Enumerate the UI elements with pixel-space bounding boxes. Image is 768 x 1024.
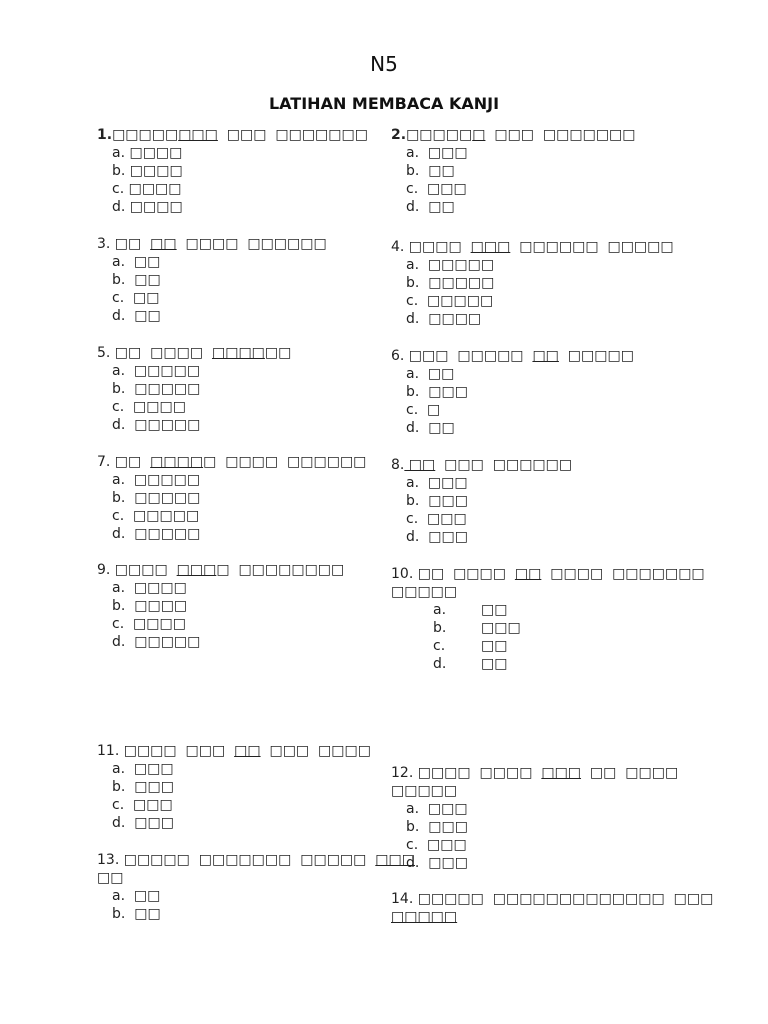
answer-option[interactable]: b. □□□□□ (406, 275, 495, 291)
answer-options (391, 601, 705, 673)
question-number: 4. (391, 239, 405, 255)
question-14 (391, 890, 713, 926)
question-stem (391, 238, 674, 256)
answer-option[interactable]: c. □□□ (112, 797, 173, 813)
answer-option[interactable]: b. □□□ (406, 384, 468, 400)
answer-option[interactable]: a. □□□□□ (112, 472, 201, 488)
question-stem (97, 344, 291, 362)
answer-option[interactable]: b. □□ (112, 906, 161, 922)
answer-option[interactable]: a. □□□□□ (406, 257, 495, 273)
answer-option[interactable]: c. □□□ (406, 511, 467, 527)
answer-option[interactable]: c. □□□□□ (406, 293, 494, 309)
question-number: 1. (97, 127, 113, 143)
question-stem (97, 851, 415, 869)
stem-text: □□□ □□□□□□□ (485, 127, 636, 143)
question-stem (391, 583, 705, 601)
stem-text: □□□□ □□□□ (413, 765, 542, 781)
question-11 (97, 742, 371, 832)
answer-option[interactable]: c. □□□ (406, 181, 467, 197)
option-letter: d. (433, 656, 447, 672)
question-number: 12. (391, 765, 414, 781)
answer-option[interactable]: a. □□□□ (112, 580, 187, 596)
answer-option[interactable]: d. □□□□□ (112, 526, 201, 542)
question-stem (391, 347, 634, 365)
answer-options (97, 253, 327, 325)
stem-text: □□ □□□□ (110, 345, 212, 361)
stem-text: □□ (110, 236, 151, 252)
answer-option[interactable] (391, 619, 705, 637)
option-letter: b. (433, 620, 447, 636)
answer-option[interactable]: c. □ (406, 402, 441, 418)
stem-text: □□□□ (110, 562, 177, 578)
stem-text: □□ (97, 870, 124, 886)
question-number: 3. (97, 236, 111, 252)
stem-text: □□ □□□□ (413, 566, 515, 582)
question-number: 2. (391, 127, 407, 143)
stem-text: □□□□ □□□ (119, 743, 235, 759)
answer-option[interactable]: c. □□□□ (112, 181, 182, 197)
question-stem (97, 742, 371, 760)
document-subtitle: LATIHAN MEMBACA KANJI (268, 94, 500, 113)
answer-option[interactable]: d. □□ (406, 199, 455, 215)
option-text: □□ (481, 638, 508, 654)
question-stem (97, 453, 366, 471)
target-word: □ (472, 127, 486, 143)
answer-option[interactable]: c. □□□□□ (112, 508, 200, 524)
answer-option[interactable]: b. □□□□□ (112, 381, 201, 397)
stem-text: □□□□□ (406, 127, 473, 143)
stem-text: □ □□□□□□□□ (216, 562, 345, 578)
answer-option[interactable]: a. □□□□□ (112, 363, 201, 379)
answer-option[interactable]: a. □□ (406, 366, 455, 382)
question-9 (97, 561, 344, 651)
target-word: □□□□□ (391, 909, 458, 925)
answer-option[interactable]: b. □□□ (112, 779, 174, 795)
target-word: □□□□ (211, 345, 265, 361)
question-5 (97, 344, 291, 434)
answer-option[interactable]: a. □□□ (406, 475, 468, 491)
stem-text: □□□□□ (391, 783, 458, 799)
question-number: 7. (97, 454, 111, 470)
answer-option[interactable] (391, 655, 705, 673)
answer-option[interactable]: d. □□□ (406, 529, 468, 545)
target-word: □□ (404, 457, 436, 473)
answer-option[interactable]: d. □□□□□ (112, 634, 201, 650)
answer-option[interactable]: a. □□□□ (112, 145, 183, 161)
answer-option[interactable]: d. □□□□ (406, 311, 482, 327)
answer-option[interactable] (391, 637, 705, 655)
answer-option[interactable]: a. □□□ (406, 801, 468, 817)
target-word: □□□ (375, 852, 415, 868)
question-1 (97, 126, 368, 216)
target-word: □□□□ (150, 454, 204, 470)
question-number: 5. (97, 345, 111, 361)
question-8 (391, 456, 572, 546)
stem-text: □□ (264, 345, 292, 361)
question-stem (97, 235, 327, 253)
answer-option[interactable]: d. □□□□ (112, 199, 183, 215)
question-stem (391, 908, 713, 926)
stem-text: □□□□□ (391, 584, 458, 600)
stem-text: □□□ □□□□□□□ (217, 127, 368, 143)
document-title: N5 (370, 52, 398, 76)
answer-options (97, 362, 291, 434)
answer-option[interactable]: d. □□ (112, 308, 161, 324)
answer-option[interactable]: d. □□ (406, 420, 455, 436)
answer-option[interactable]: d. □□□□□ (112, 417, 201, 433)
answer-option[interactable]: b. □□ (406, 163, 455, 179)
answer-options (391, 474, 572, 546)
question-12 (391, 764, 678, 872)
answer-option[interactable]: c. □□□□ (112, 616, 186, 632)
stem-text: □□□□ □□□□□□ (176, 236, 327, 252)
target-word: □□ (234, 743, 261, 759)
question-10 (391, 565, 705, 673)
target-word: □□ (514, 566, 542, 582)
question-number: 8. (391, 457, 405, 473)
question-3 (97, 235, 327, 325)
question-6 (391, 347, 634, 437)
answer-options (391, 365, 634, 437)
answer-option[interactable]: b. □□□ (406, 819, 468, 835)
answer-options (97, 579, 344, 651)
question-number: 11. (97, 743, 120, 759)
question-stem (97, 869, 382, 887)
stem-text: □□□ □□□□□ (404, 348, 533, 364)
answer-option[interactable]: a. □□ (112, 888, 161, 904)
question-number: 6. (391, 348, 405, 364)
answer-options (97, 760, 371, 832)
answer-option[interactable]: a. □□ (112, 254, 161, 270)
option-text: □□□ (481, 620, 521, 636)
stem-text: □□□□□ □□□□□□□□□□□□□ □□□ (413, 891, 714, 907)
stem-text: □□□□ □□□□□□□ (541, 566, 705, 582)
answer-option[interactable]: c. □□□ (406, 837, 467, 853)
target-word: □□□ (541, 765, 582, 781)
question-stem (391, 126, 636, 144)
target-word: □□ (150, 236, 177, 252)
question-stem (391, 890, 713, 908)
question-number: 13. (97, 852, 120, 868)
option-letter: a. (433, 602, 447, 618)
question-number: 10. (391, 566, 414, 582)
question-stem (391, 456, 572, 474)
target-word: □□□ (470, 239, 511, 255)
answer-options (391, 800, 678, 872)
question-2 (391, 126, 636, 216)
stem-text: □□□□ (404, 239, 471, 255)
answer-option[interactable]: d. □□□ (112, 815, 174, 831)
answer-options (97, 471, 366, 543)
stem-text: □□□ □□□□ (260, 743, 371, 759)
stem-text: □□□□□ (558, 348, 634, 364)
answer-option[interactable]: c. □□□□ (112, 399, 186, 415)
answer-option[interactable]: b. □□ (112, 272, 161, 288)
answer-options (97, 887, 382, 923)
option-letter: c. (433, 638, 446, 654)
stem-text: □□ □□□□ (581, 765, 679, 781)
answer-options (391, 256, 674, 328)
stem-text: □ □□□□ □□□□□□ (203, 454, 367, 470)
question-stem (391, 565, 705, 583)
question-stem (97, 126, 368, 144)
answer-option[interactable]: a. □□□ (406, 145, 468, 161)
answer-option[interactable]: c. □□ (112, 290, 160, 306)
target-word: □□ (532, 348, 559, 364)
question-stem (391, 764, 678, 782)
answer-option[interactable]: b. □□□□□ (112, 490, 201, 506)
stem-text: □□ (110, 454, 151, 470)
question-number: 14. (391, 891, 414, 907)
answer-option[interactable]: b. □□□□ (112, 163, 183, 179)
answer-option[interactable] (391, 601, 705, 619)
answer-option[interactable]: b. □□□ (406, 493, 468, 509)
question-4 (391, 238, 674, 328)
target-word: □□□ (176, 562, 217, 578)
option-text: □□ (481, 656, 508, 672)
answer-option[interactable]: d. □□□ (406, 855, 468, 871)
question-number: 9. (97, 562, 111, 578)
question-stem (391, 782, 678, 800)
target-word: □□□ (178, 127, 218, 143)
stem-text: □□□□□ (112, 127, 179, 143)
option-text: □□ (481, 602, 508, 618)
answer-option[interactable]: b. □□□□ (112, 598, 188, 614)
answer-options (97, 144, 368, 216)
stem-text: □□□ □□□□□□ (435, 457, 573, 473)
answer-option[interactable]: a. □□□ (112, 761, 174, 777)
stem-text: □□□□□ □□□□□□□ □□□□□ (119, 852, 376, 868)
answer-options (391, 144, 636, 216)
question-stem (97, 561, 344, 579)
question-7 (97, 453, 366, 543)
stem-text: □□□□□□ □□□□□ (510, 239, 674, 255)
